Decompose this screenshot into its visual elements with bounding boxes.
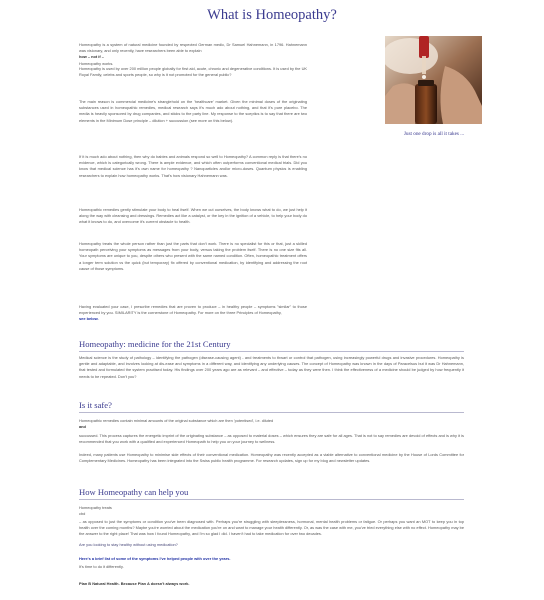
section3-intro xyxy=(79,505,464,517)
intro-paragraph-3: The main reason is commercial medicine's stranglehold on the 'healthcare' market. Given the minimal doses of the originating substances used in homeopathic remedies, medical research says it's much ado about nothing, and that it's pure placebo. The media is heavily sponsored by drug companies, and sticks to the party line. My response to the sceptics is to say that there are two elements in the Minimum Dose principle – dilution + succussion (see more on this below). xyxy=(79,99,307,123)
symptoms-list-link[interactable]: Here's a brief list of some of the symptoms I've helped people with over the years. xyxy=(79,556,231,561)
divider xyxy=(79,412,464,413)
photo-caption: Just one drop is all it takes ... xyxy=(403,131,465,137)
heading-how-homeopathy-helps: How Homeopathy can help you xyxy=(79,487,189,497)
section3-line-1: Homeopathy treats xyxy=(79,505,112,510)
intro-paragraph-7 xyxy=(79,304,307,323)
section2-text-1: Homeopathic remedies contain minimal amounts of the original substance which are then 'potentised', i.e. diluted xyxy=(79,418,274,423)
divider xyxy=(79,351,464,352)
section3-paragraph: – as opposed to just the symptoms or condition you've been diagnosed with. Perhaps you're struggling with sleeplessness, hormonal, mental health problems or fatigue. Or perhaps you want an MOT to keep you in top health over the coming months? Maybe you're worried about the medication you're on and want to manage your health differently. Or, as was the case with me, you've tried everything else with no effect. Homeopathy may be the answer to the right place! That was how I found Homeopathy, and I'm so glad I did. I haven't had to take medication for over two decades. xyxy=(79,519,464,537)
page-title: What is Homeopathy? xyxy=(207,7,337,23)
intro-paragraph-1 xyxy=(79,42,307,67)
section1-paragraph: Medical science is the study of pathology – identifying the pathogen (disease-causing agent) - and treatments to thwart or control that pathogen, using increasingly powerful drugs and invasive procedures. Homeopathy is gentle and adaptable, and involves looking at dis-ease and symptoms in a different way, and identifying any underlying causes. The concept of Homeopathy was known in the days of Paracelsus but it was Dr Hahnemann, that tested and formulated the system practised today. His findings over 200 years ago are as relevant – and effective – today as they were then. I think the effectiveness of a medicine should be judged by how frequently it needs to be repeated. Don't you? xyxy=(79,355,464,379)
intro-text-1: Homeopathy is a system of natural medicine founded by respected German medic, Dr Samuel Hahnemann, in 1796. Hahnemann was visionary, and only recently, have researchers been able to explain xyxy=(79,42,307,54)
intro-paragraph-4: If it is much ado about nothing, then why do babies and animals respond so well to Homeopathy? A common reply is that there's no evidence, which is categorically wrong. There is ample evidence, and which often outperforms conventional medical trials. Did you know that medical science has it's own name for homeopathy ? Nanoparticles and/or micro-doses. Quantum physics is enabling researchers to explain how homeopathy works. That's how visionary Hahnemann was. xyxy=(79,154,307,178)
section3-tail: It's time to do it differently. xyxy=(79,564,124,569)
section3-overlap-line: Are you looking to stay healthy without using medication? xyxy=(79,542,178,547)
dropper-illustration xyxy=(385,36,482,124)
section2-line1 xyxy=(79,418,464,430)
section3-line-2: cbd xyxy=(79,511,86,517)
dropper-photo xyxy=(385,36,482,124)
see-below-link[interactable]: see below. xyxy=(79,316,99,322)
intro-text-7: Having evaluated your case, I prescribe remedies that are proven to produce – in healthy people – symptoms "similar" to those experienced by you. SIMILARITY is the cornerstone of Homeopathy. For more on the three Principles of Homeopathy, xyxy=(79,304,307,316)
divider xyxy=(79,499,464,500)
footer-tagline: Plan B Natural Health. Because Plan A doesn't always work. xyxy=(79,581,190,586)
intro-paragraph-5: Homeopathic remedies gently stimulate your body to heal itself. When we cut ourselves, the body knows what to do, we just help it along the way with cleansing and dressings. Remedies act like a catalyst, or the key in the ignition of a vehicle, to help your body do what it knows to do, and overcome it's current obstacle to health. xyxy=(79,207,307,225)
section2-paragraph-2: succussed. This process captures the energetic imprint of the originating substance – as opposed to material doses – which ensures they are safe for all ages. That is not to say remedies are devoid of effects and is why it is recommended that you work with a qualified and experienced Homeopath to help you on your journey to wellness. xyxy=(79,433,464,445)
intro-paragraph-2: Homeopathy is used by over 200 million people globally for first aid, acute, chronic and degenerative conditions. It is used by the UK Royal Family, celebs and sports people, so why is it not promoted for the general public? xyxy=(79,66,307,78)
heading-21st-century: Homeopathy: medicine for the 21st Century xyxy=(79,339,231,349)
intro-works: Homeopathy works. xyxy=(79,60,114,66)
heading-is-it-safe: Is it safe? xyxy=(79,400,112,410)
intro-paragraph-6: Homeopathy treats the whole person rather than just the parts that don't work. There is no specialist for this or that, just a skilled homeopath perceiving your symptoms as messages from your body, versus taking the problem itself. There is no one size fits all. Your symptoms are unique to you, despite others who present with the same named condition. Often, homeopathic treatment offers a longer term solution vs the quick (but temporary) fix offered by conventional medication, by identifying and addressing the root cause of those symptoms. xyxy=(79,241,307,271)
section2-paragraph-3: Indeed, many patients use Homeopathy to minimise side effects of their conventional medication. Homeopathy was recently accepted as a viable alternative to conventional medicine by the House of Lords Committee for Complementary Medicines. Homeopathy has been integrated into the Swiss public health programme. For research updates, sign up for my blog and newsletter updates. xyxy=(79,452,464,464)
intro-bold-how: how – not if – xyxy=(79,54,104,60)
section2-bold-and: and xyxy=(79,424,86,430)
